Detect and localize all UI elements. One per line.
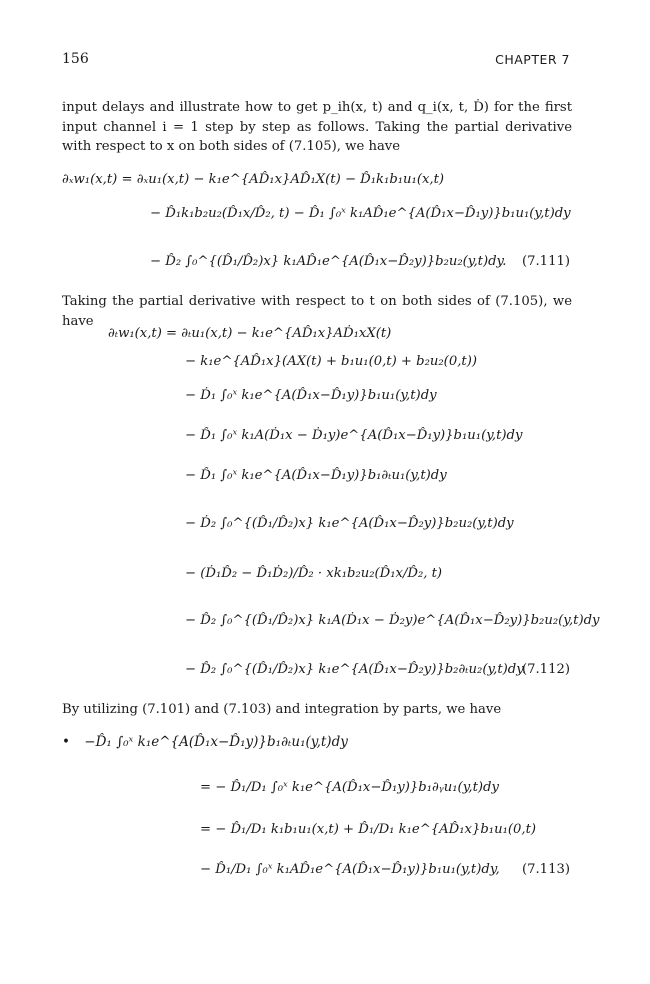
eq-7-112-line-3: − Ḋ₁ ∫₀ˣ k₁e^{A(D̂₁x−D̂₁y)}b₁u₁(y,t)dy xyxy=(185,388,437,403)
eq-7-112-line-9: − D̂₂ ∫₀^{(D̂₁/D̂₂)x} k₁e^{A(D̂₁x−D̂₂y)}b₂∂ₜu₂(y,t)dy. xyxy=(185,662,527,677)
eq-7-112-line-8: − D̂₂ ∫₀^{(D̂₁/D̂₂)x} k₁A(Ḋ₁x − Ḋ₂y)e^{A(D̂₁x−D̂₂y)}b₂u₂(y,t)dy xyxy=(185,613,600,628)
eq-7-113-line-3: − D̂₁/D₁ ∫₀ˣ k₁AD̂₁e^{A(D̂₁x−D̂₁y)}b₁u₁(y,t)dy, xyxy=(200,862,500,877)
bullet-item xyxy=(62,734,348,750)
paragraph-time-derivative-text: Taking the partial derivative with respect to t on both sides of (7.105), we have xyxy=(62,294,572,329)
bullet-expression: −D̂₁ ∫₀ˣ k₁e^{A(D̂₁x−D̂₁y)}b₁∂ₜu₁(y,t)dy xyxy=(84,734,348,750)
eq-7-112-line-7: − (Ḋ₁D̂₂ − D̂₁Ḋ₂)/D̂₂ · xk₁b₂u₂(D̂₁x/D̂₂, t) xyxy=(185,566,443,581)
eq-number-7-111: (7.111) xyxy=(521,254,570,269)
eq-7-112-line-6: − Ḋ₂ ∫₀^{(D̂₁/D̂₂)x} k₁e^{A(D̂₁x−D̂₂y)}b₂u₂(y,t)dy xyxy=(185,516,514,531)
paragraph-intro xyxy=(62,98,572,157)
chapter-header: CHAPTER 7 xyxy=(495,52,570,67)
eq-7-113-line-1: = − D̂₁/D₁ ∫₀ˣ k₁e^{A(D̂₁x−D̂₁y)}b₁∂ᵧu₁(y,t)dy xyxy=(200,780,499,795)
eq-7-113-line-2: = − D̂₁/D₁ k₁b₁u₁(x,t) + D̂₁/D₁ k₁e^{AD̂₁x}b₁u₁(0,t) xyxy=(200,822,537,837)
eq-7-112-line-4: − D̂₁ ∫₀ˣ k₁A(Ḋ₁x − Ḋ₁y)e^{A(D̂₁x−D̂₁y)}b₁u₁(y,t)dy xyxy=(185,428,523,443)
eq-7-111-line-1: ∂ₓw₁(x,t) = ∂ₓu₁(x,t) − k₁e^{AD̂₁x}AD̂₁X(t) − D̂₁k₁b₁u₁(x,t) xyxy=(62,172,445,187)
paragraph-integration-by-parts xyxy=(62,700,572,720)
eq-number-7-113: (7.113) xyxy=(521,862,570,877)
paragraph-intro-text: input delays and illustrate how to get p_ih(x, t) and q_i(x, t, Ḋ) for the first input channel i = 1 step by step as follows. Taking the partial derivative with respect to x on both sides of (7.105), we have xyxy=(62,100,572,154)
eq-7-111-line-2: − D̂₁k₁b₂u₂(D̂₁x/D̂₂, t) − D̂₁ ∫₀ˣ k₁AD̂₁e^{A(D̂₁x−D̂₁y)}b₁u₁(y,t)dy xyxy=(150,206,571,221)
page-number: 156 xyxy=(62,51,89,67)
eq-7-112-line-1: ∂ₜw₁(x,t) = ∂ₜu₁(x,t) − k₁e^{AD̂₁x}AḊ₁xX(t) xyxy=(108,326,392,341)
eq-number-7-112: (7.112) xyxy=(521,662,570,677)
paragraph-integration-by-parts-text: By utilizing (7.101) and (7.103) and integration by parts, we have xyxy=(62,702,502,717)
eq-7-111-line-3: − D̂₂ ∫₀^{(D̂₁/D̂₂)x} k₁AD̂₁e^{A(D̂₁x−D̂₂y)}b₂u₂(y,t)dy. xyxy=(150,254,507,269)
bullet-symbol: • xyxy=(62,734,70,750)
eq-7-112-line-5: − D̂₁ ∫₀ˣ k₁e^{A(D̂₁x−D̂₁y)}b₁∂ₜu₁(y,t)dy xyxy=(185,468,447,483)
eq-7-112-line-2: − k₁e^{AD̂₁x}(AX(t) + b₁u₁(0,t) + b₂u₂(0,t)) xyxy=(185,354,477,369)
